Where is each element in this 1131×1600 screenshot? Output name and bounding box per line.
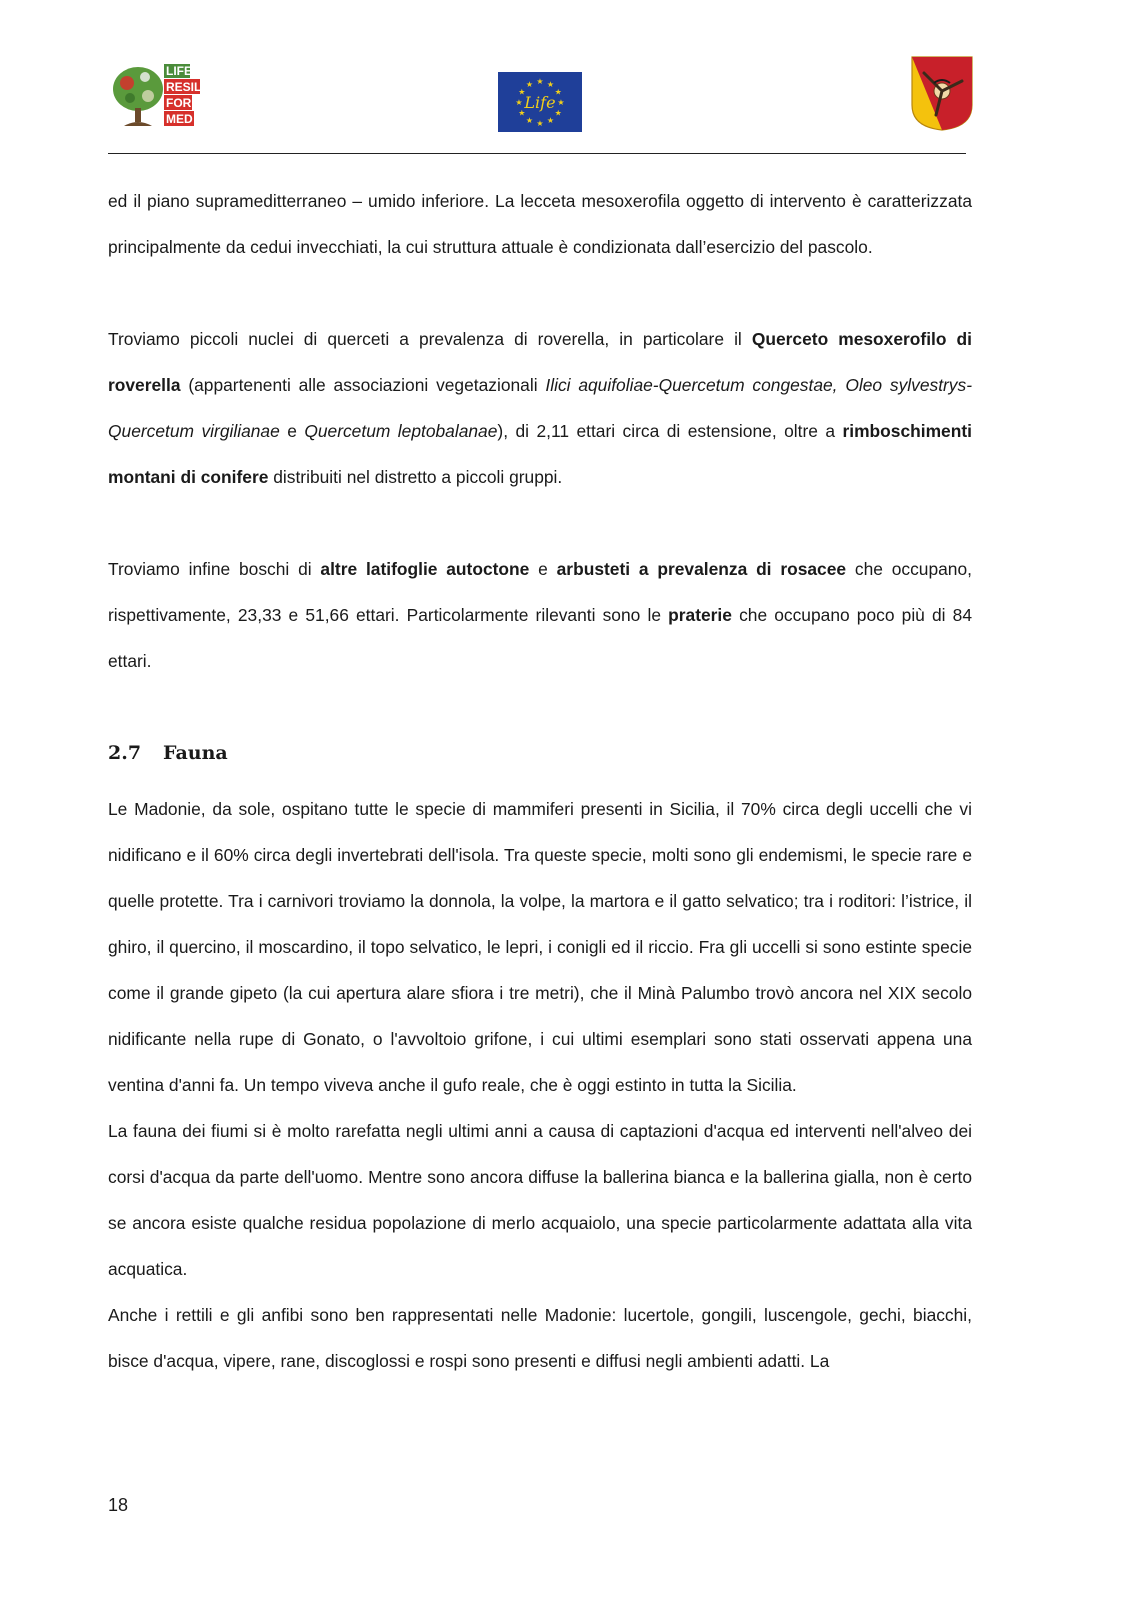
- text-run: distribuiti nel distretto a piccoli gruppi.: [268, 467, 563, 487]
- life-resilformed-logo: [112, 62, 212, 130]
- eu-star-icon: ★: [525, 116, 534, 126]
- section-title: Fauna: [163, 742, 228, 764]
- paragraph-lecceta: [108, 178, 972, 270]
- eu-star-icon: ★: [515, 98, 523, 107]
- bold-term: rimboschimenti montani di conifere: [108, 421, 972, 487]
- eu-star-icon: ★: [525, 79, 534, 89]
- text-run: che occupano poco più di 84 ettari.: [108, 605, 973, 671]
- eu-star-icon: ★: [536, 77, 544, 86]
- life-logo-text-resil: RESIL: [166, 80, 202, 94]
- paragraph-latifoglie: [108, 546, 972, 684]
- italic-term: Quercetum leptobalanae: [304, 421, 498, 441]
- paragraph-fauna-mammiferi: Le Madonie, da sole, ospitano tutte le specie di mammiferi presenti in Sicilia, il 70% circa degli uccelli che vi nidificano e il 60% circa degli invertebrati dell'isola. Tra queste specie, molti sono gli endemismi, le specie rare e quelle protette. Tra i carnivori troviamo la donnola, la volpe, la martora e il gatto selvatico; tra i roditori: l’istrice, il ghiro, il quercino, il moscardino, il topo selvatico, le lepri, i conigli ed il riccio. Fra gli uccelli si sono estinte specie come il grande gipeto (la cui apertura alare sfiora i tre metri), che il Minà Palumbo trovò ancora nel XIX secolo nidificante nella rupe di Gonato, o l'avvoltoio grifone, i cui ultimi esemplari sono stati osservati appena una ventina d'anni fa. Un tempo viveva anche il gufo reale, che è oggi estinto in tutta la Sicilia.: [108, 799, 972, 1095]
- eu-star-icon: ★: [546, 79, 555, 89]
- page-number: 18: [108, 1495, 129, 1515]
- eu-star-icon: ★: [518, 108, 526, 118]
- text-run: Troviamo infine boschi di: [108, 559, 321, 579]
- italic-term: Ilici aquifoliae-Quercetum congestae, Oleo sylvestrys-Quercetum virgilianae: [108, 375, 972, 441]
- sicily-region-logo: [910, 55, 974, 131]
- text-run: ed il piano suprameditterraneo – umido inferiore. La lecceta mesoxerofila oggetto di intervento è caratterizzata principalmente da cedui invecchiati, la cui struttura attuale è condizionata dall’esercizio del pascolo.: [108, 191, 972, 257]
- life-logo-text-life: LIFE: [166, 64, 192, 78]
- eu-life-logo: [498, 72, 582, 132]
- bold-term: praterie: [668, 605, 732, 625]
- text-run: ), di 2,11 ettari circa di estensione, oltre a: [497, 421, 843, 441]
- eu-star-icon: ★: [536, 119, 544, 128]
- text-run: (appartenenti alle associazioni vegetazionali: [180, 375, 546, 395]
- life-logo-text-for: FOR: [166, 96, 192, 110]
- document-body: [108, 178, 972, 1384]
- text-run: Troviamo piccoli nuclei di querceti a prevalenza di roverella, in particolare il: [108, 329, 752, 349]
- paragraph-fauna-fiumi: La fauna dei fiumi si è molto rarefatta negli ultimi anni a causa di captazioni d'acqua ed interventi nell'alveo dei corsi d'acqua da parte dell'uomo. Mentre sono ancora diffuse la ballerina bianca e la ballerina gialla, non è certo se ancora esiste qualche residua popolazione di merlo acquaiolo, una specie particolarmente adattata alla vita acquatica.: [108, 1121, 972, 1279]
- eu-star-icon: ★: [554, 87, 562, 97]
- eu-star-icon: ★: [518, 87, 526, 97]
- eu-star-icon: ★: [557, 98, 565, 107]
- eu-star-icon: ★: [554, 108, 562, 118]
- page-header: [0, 0, 1131, 160]
- bold-term: Querceto mesoxerofilo di roverella: [108, 329, 972, 395]
- eu-life-logo-text: Life: [524, 93, 556, 112]
- text-run: e: [279, 421, 305, 441]
- bold-term: altre latifoglie autoctone: [320, 559, 530, 579]
- text-run: che occupano, rispettivamente, 23,33 e 51,66 ettari. Particolarmente rilevanti sono le: [108, 559, 972, 625]
- eu-star-icon: ★: [546, 116, 555, 126]
- section-number: 2.7: [108, 742, 142, 764]
- header-divider: [108, 153, 966, 154]
- bold-term: arbusteti a prevalenza di rosacee: [556, 559, 847, 579]
- text-run: e: [529, 559, 557, 579]
- section-heading-fauna: [108, 730, 972, 786]
- life-logo-text-med: MED: [166, 112, 193, 126]
- paragraph-fauna-rettili: Anche i rettili e gli anfibi sono ben rappresentati nelle Madonie: lucertole, gongili, luscengole, gechi, biacchi, bisce d'acqua, vipere, rane, discoglossi e rospi sono presenti e diffusi negli ambienti adatti. La: [108, 1305, 972, 1371]
- paragraph-querceti: [108, 316, 972, 500]
